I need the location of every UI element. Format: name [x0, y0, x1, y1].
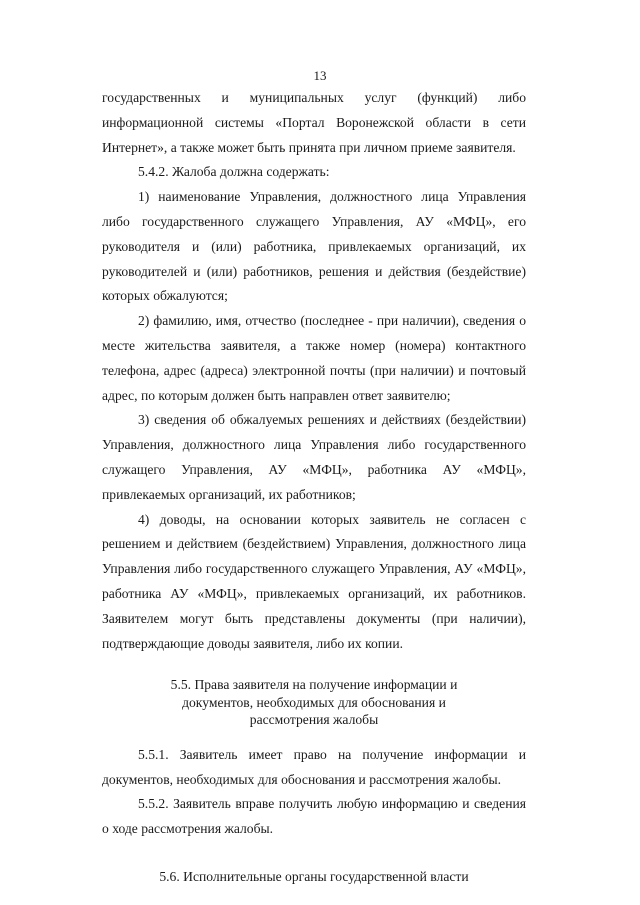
paragraph-item-1: 1) наименование Управления, должностного лица Управления либо государственного служащего Управления, АУ «МФЦ», его руководителя и (или) работника, привлекаемых организаций, их руководителей и (или) работников, решения и действия (бездействие) которых обжалуются; — [102, 189, 526, 304]
section-heading-5-6 — [102, 868, 526, 886]
page-number: 13 — [313, 68, 327, 83]
spacer — [102, 656, 526, 676]
section-heading-5-5 — [102, 676, 526, 729]
paragraph-item-4: 4) доводы, на основании которых заявитель не согласен с решением и действием (бездействием) Управления, должностного лица Управления либо государственного служащего Управления, АУ «МФЦ», работника АУ «МФЦ», привлекаемых организаций, их работников. Заявителем могут быть представлены документы (при наличии), подтверждающие доводы заявителя, либо их копии. — [102, 511, 526, 651]
paragraph-item-2: 2) фамилию, имя, отчество (последнее - при наличии), сведения о месте жительства заявителя, а также номер (номера) контактного телефона, адрес (адреса) электронной почты (при наличии) и почтовый адрес, по которым должен быть направлен ответ заявителю; — [102, 313, 526, 403]
heading-line: 5.5. Права заявителя на получение информации и — [170, 677, 458, 693]
spacer — [102, 842, 526, 868]
paragraph-5-5-1: 5.5.1. Заявитель имеет право на получение информации и документов, необходимых для обоснования и рассмотрения жалобы. — [102, 746, 526, 787]
document-body — [102, 86, 526, 886]
paragraph-5-4-2: 5.4.2. Жалоба должна содержать: — [138, 164, 330, 180]
spacer — [102, 729, 526, 743]
paragraph-continuation: государственных и муниципальных услуг (функций) либо информационной системы «Портал Воронежской области в сети Интернет», а также может быть принята при личном приеме заявителя. — [102, 90, 526, 155]
heading-line: документов, необходимых для обоснования и — [182, 694, 446, 710]
paragraph-5-5-2: 5.5.2. Заявитель вправе получить любую информацию и сведения о ходе рассмотрения жалобы. — [102, 796, 526, 837]
heading-line: рассмотрения жалобы — [249, 712, 379, 728]
heading-line: 5.6. Исполнительные органы государственной власти — [159, 869, 469, 885]
paragraph-item-3: 3) сведения об обжалуемых решениях и действиях (бездействии) Управления, должностного лица Управления либо государственного служащего Управления, АУ «МФЦ», работника АУ «МФЦ», привлекаемых организаций, их работников; — [102, 412, 526, 502]
